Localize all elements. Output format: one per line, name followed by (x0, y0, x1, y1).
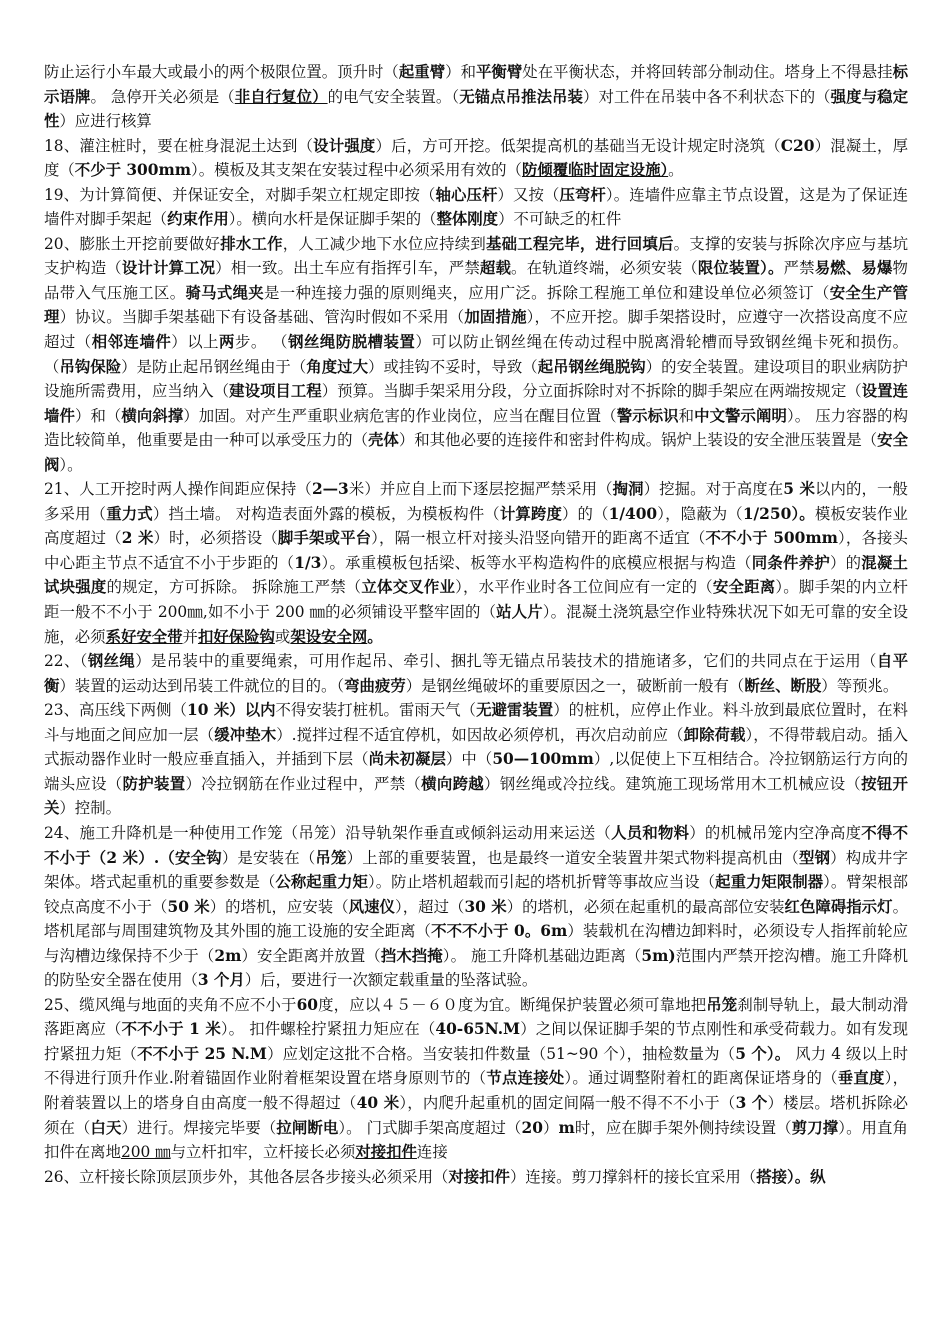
emphasis-text: 站人片 (496, 603, 543, 622)
body-text: ）等预兆。 (821, 676, 899, 695)
emphasis-text: 平衡臂 (476, 63, 523, 81)
emphasis-text: 红色障碍指示灯 (784, 897, 893, 916)
body-text: 度，应以４５－６０度为宜。断绳保护装置必须可靠地把 (318, 995, 707, 1014)
body-text: ）是吊装中的重要绳索，可用作起吊、牵引、捆扎等无锚点吊装技术的措施诸多，它们的共同点在于运用（ (135, 652, 877, 671)
emphasis-text: 横向斜撑 (121, 406, 184, 425)
body-text: ）是钢丝绳破坏的重要原因之一，破断前一般有（ (405, 676, 745, 695)
body-text: 与立杆扣牢，立杆接长必须 (170, 1143, 356, 1162)
body-text: ），附着装置以上的塔身自由高度一般不得超过（ (44, 1069, 908, 1112)
emphasis-text: 吊钩保险 (59, 357, 122, 376)
body-text: ）的机械吊笼内空净高度 (689, 823, 862, 842)
emphasis-text: 公称起重力矩 (275, 873, 368, 892)
body-text: ）可以防止钢丝绳在传动过程中脱离滑轮槽而导致钢丝绳卡死和损伤。 （ (44, 333, 908, 376)
emphasis-text: 不少于 300mm (74, 161, 192, 180)
body-text: ），不得带载启动。插入式振动器作业时一般应垂直插入，并插到下层（ (44, 725, 908, 769)
emphasis-text: 挡木挡掩 (380, 946, 443, 965)
emphasis-text: 两 (219, 333, 235, 352)
emphasis-text: 无锚点吊推法吊装 (459, 87, 584, 106)
body-text: ）不可缺乏的杠件 (498, 210, 622, 229)
body-text: ）是防止起吊钢丝绳由于（ (121, 357, 307, 376)
body-text: 26、立杆接长除顶层顶步外，其他各层各步接头必须采用（ (44, 1167, 449, 1186)
emphasis-text: 尚未初凝层 (368, 750, 446, 769)
emphasis-text: 易燃、易爆 (814, 259, 893, 278)
emphasis-text: 同条件养护 (751, 553, 830, 572)
paragraph (44, 1165, 908, 1190)
emphasis-text: 相邻连墙件 (91, 333, 172, 352)
body-text: ）之间以保证脚手架的节点刚性和承受荷载力。如有发现拧紧扭力矩（ (44, 1020, 908, 1063)
emphasis-text: 拉闸断电 (276, 1118, 339, 1137)
body-text: ）和（ (74, 406, 122, 425)
body-text: 物品带入气压施工区。 (44, 259, 908, 302)
emphasis-text: 强度与稳定性 (44, 87, 908, 131)
body-text: ）装置的运动达到吊装工件就位的目的。（ (59, 676, 345, 695)
emphasis-text: 重力式 (106, 504, 153, 523)
body-text: ，人工减少地下水位应持续到 (282, 234, 487, 253)
emphasis-text: 剪刀撑 (791, 1118, 839, 1137)
body-text: 风力 4 级以上时不得进行顶升作业.附着锚固作业附着框架设置在塔身原则节的（ (44, 1044, 908, 1088)
emphasis-text: 2 米 (121, 529, 154, 548)
emphasis-text: 排水工作 (220, 234, 283, 253)
paragraph (44, 232, 908, 477)
emphasis-text: 20 (521, 1118, 543, 1137)
emphasis-text: 吊笼 (706, 995, 738, 1014)
body-text: 不得安装打桩机。雷雨天气（ (275, 701, 477, 720)
body-text: ）协议。当脚手架基础下有设备基础、管沟时假如不采用（ (59, 308, 465, 327)
body-text: 的电气安全装置。（ (327, 87, 460, 106)
emphasis-text: 风速仪 (348, 897, 395, 916)
emphasis-text: 1/250）。 (742, 504, 815, 523)
body-text: 防止运行小车最大或最小的两个极限位置。顶升时（ (44, 63, 399, 81)
body-text: ），隐蔽为（ (657, 504, 743, 523)
body-text: 处在平衡状态，并将回转部分制动住。塔身上不得悬挂 (522, 63, 893, 81)
emphasis-text: 不不小于 1 米 (121, 1020, 221, 1039)
body-text: ），水平作业时各工位间应有一定的（ (455, 578, 713, 597)
body-text: 20、膨胀土开挖前要做好 (44, 234, 221, 253)
emphasis-text: 设置连墙件 (44, 382, 908, 425)
emphasis-text: 轴心压杆 (435, 185, 498, 204)
emphasis-text: 白天 (90, 1118, 122, 1137)
body-text: ）的 (829, 553, 862, 572)
body-text: 连接 (416, 1143, 448, 1162)
emphasis-text: 200 ㎜ (120, 1143, 171, 1162)
body-text: ）。脚手架的内立杆距一般不不小于 200㎜,如不小于 200 ㎜的必须铺设平整牢固的（ (44, 578, 908, 622)
body-text: ）.搅拌过程不适宜停机，如因故必须停机，再次启动前应（ (276, 725, 684, 744)
emphasis-text: 不得不不小于（2 米）.（安全钩 (44, 823, 908, 867)
body-text: ）。横向水杆是保证脚手架的（ (228, 210, 437, 229)
body-text: ）的（ (562, 504, 609, 523)
body-text: ）或挂钩不妥时，导致（ (368, 357, 538, 376)
body-text: ）。 压力容器的构造比较简单，他重要是由一种可以承受压力的（ (44, 406, 908, 450)
body-text: 范围内严禁开挖沟槽。施工升降机的防坠安全器在使用（ (44, 946, 908, 990)
body-text: ）。 扣件螺栓拧紧扭力矩应在（ (220, 1020, 436, 1039)
emphasis-text: 吊笼 (315, 848, 347, 867)
emphasis-text: 加固措施 (464, 308, 527, 327)
emphasis-text: 2m (214, 946, 242, 965)
emphasis-text: 不不不小于 0。6m (431, 922, 568, 941)
body-text: 米）并应自上而下逐层挖掘严禁采用（ (348, 480, 613, 499)
emphasis-text: 中文警示阐明 (694, 406, 787, 425)
body-text: ）连接。剪刀撑斜杆的接长宜采用（ (509, 1167, 757, 1186)
paragraph (44, 821, 908, 993)
emphasis-text: 钢丝绳防脱槽装置 (288, 333, 416, 352)
emphasis-text: 基础工程完毕，进行回填后 (486, 234, 674, 253)
body-text: 以内的，一般多采用（ (44, 480, 908, 523)
body-text: ）楼层。塔机拆除必须在（ (44, 1093, 908, 1137)
body-text: 21、人工开挖时两人操作间距应保持（ (44, 480, 312, 499)
emphasis-text: 骑马式绳夹 (185, 283, 265, 302)
body-text: 严禁 (783, 259, 815, 278)
body-text: ）。 (59, 455, 83, 474)
body-text: ），隔一根立杆对接头沿竖向错开的距离不适宜（ (371, 529, 706, 548)
emphasis-text: 立体交叉作业 (361, 578, 456, 597)
emphasis-text: 5 个）。 (735, 1044, 791, 1063)
emphasis-text: 40-65N.M (435, 1020, 521, 1039)
paragraph (44, 993, 908, 1165)
body-text: ）。连墙件应靠主节点设置，这是为了保证连墙件对脚手架起（ (44, 185, 908, 229)
emphasis-text: 掏洞 (612, 480, 644, 499)
body-text: ）后，要进行一次额定载重量的坠落试验。 (244, 971, 538, 990)
body-text: ）后，方可开挖。低架提高机的基础当无设计规定时浇筑（ (375, 136, 781, 155)
body-text: 和 (678, 406, 695, 425)
emphasis-text: 建设项目工程 (229, 382, 322, 401)
body-text: 。支撑的安装与拆除次序应与基坑支护构造（ (44, 234, 908, 278)
body-text: ）又按（ (497, 185, 560, 204)
emphasis-text: 对接扣件 (355, 1143, 417, 1162)
body-text: ），各接头中心距主节点不适宜不小于步距的（ (44, 529, 908, 572)
emphasis-text: 无避雷装置 (476, 701, 554, 720)
document-body (44, 60, 908, 1189)
emphasis-text: 50—100mm (492, 750, 594, 769)
body-text: ）进行。焊接完毕要（ (121, 1118, 277, 1137)
emphasis-text: 1/400 (608, 504, 658, 523)
body-text: ）的安全装置。建设项目的职业病防护设施所需费用，应当纳入（ (44, 357, 908, 401)
body-text: ）。臂架根部铰点高度不小于（ (44, 873, 908, 916)
emphasis-text: 安全阀 (44, 431, 908, 474)
emphasis-text: 不不小于 500mm (705, 529, 838, 548)
emphasis-text: 断丝、断股 (744, 676, 822, 695)
emphasis-text: 10 米）以内 (187, 701, 276, 720)
emphasis-text: C20 (780, 136, 815, 155)
emphasis-text: 50 米 (167, 897, 210, 916)
body-text: 模板安装作业高度超过（ (44, 504, 908, 548)
emphasis-text: 3 个月 (197, 971, 245, 990)
body-text: ）应进行核算 (59, 112, 152, 131)
paragraph (44, 60, 908, 134)
emphasis-text: 架设安全网 (290, 627, 368, 646)
emphasis-text: 脚手架或平台 (277, 529, 372, 548)
paragraph (44, 477, 908, 649)
body-text: ），超过（ (394, 897, 465, 916)
emphasis-text: 约束作用 (167, 210, 229, 229)
paragraph (44, 698, 908, 821)
emphasis-text: 系好安全带 (105, 627, 183, 646)
body-text: 。 急停开关必须是（ (90, 87, 235, 106)
emphasis-text: 5m) (641, 946, 676, 965)
body-text: ）控制。 (59, 799, 121, 818)
body-text: ）。承重模板包括梁、板等水平构造构件的底模应根据与构造（ (321, 553, 752, 572)
body-text: 并 (182, 627, 198, 646)
emphasis-text: 对接扣件 (448, 1167, 510, 1186)
body-text: 刹制导轨上，最大制动滑落距离应（ (44, 995, 908, 1039)
emphasis-text: 型钢 (798, 848, 831, 867)
body-text: ）。模板及其支架在安装过程中必须采用有效的（ (191, 161, 522, 180)
emphasis-text: 起重臂 (398, 63, 446, 81)
body-text: ），内爬升起重机的固定间隔一般不得不不小于（ (399, 1093, 736, 1112)
emphasis-text: 起重力矩限制器 (715, 873, 824, 892)
body-text: ）,以促使上下互相结合。冷拉钢筋运行方向的端头应设（ (44, 750, 908, 793)
body-text: ）中（ (445, 750, 493, 769)
emphasis-text: 人员和物料 (611, 823, 690, 842)
body-text: ）安全距离并放置（ (241, 946, 381, 965)
body-text: ）。 门式脚手架高度超过（ (338, 1118, 522, 1137)
emphasis-text: 设计强度 (313, 136, 376, 155)
emphasis-text: 弯曲疲劳 (344, 676, 406, 695)
body-text: 。 (668, 161, 684, 180)
body-text: ）钢丝绳或冷拉线。建筑施工现场常用木工机械应设（ (484, 774, 862, 793)
body-text: 步。 （ (234, 333, 289, 352)
emphasis-text: 限位装置）。 (697, 259, 784, 278)
body-text: 的规定，方可拆除。 拆除施工严禁（ (106, 578, 362, 597)
body-text: ）挡土墙。 对构造表面外露的模板，为模板构件（ (152, 504, 500, 523)
body-text: ）相一致。出土车应有指挥引车，严禁 (215, 259, 480, 278)
body-text: ）装载机在沟槽边卸料时，必须设专人指挥前轮应与沟槽边缘保持不少于（ (44, 922, 908, 965)
body-text: 是一种连接力强的原则绳夹，应用广泛。拆除工程施工单位和建设单位必须签订（ (264, 283, 830, 302)
emphasis-text: 压弯杆 (559, 185, 606, 204)
emphasis-text: 卸除荷载 (683, 725, 746, 744)
body-text: ）的桩机，应停止作业。料斗放到最底位置时，在料斗与地面之间应加一层（ (44, 701, 908, 744)
emphasis-text: 非自行复位） (234, 87, 328, 106)
body-text: ）。用直角扣件在离地 (44, 1118, 908, 1162)
body-text: ），不应开挖。脚手架搭设时，应遵守一次搭设高度不应超过（ (44, 308, 908, 352)
emphasis-text: ）。纵 (787, 1167, 826, 1186)
emphasis-text: 60 (296, 995, 319, 1014)
body-text: ）应划定这批不合格。当安装扣件数量（51~90 个），抽检数量为（ (266, 1044, 736, 1063)
emphasis-text: 2—3 (311, 480, 349, 499)
body-text: ）。通过调整附着杠的距离保证塔身的（ (564, 1069, 838, 1088)
body-text: 或 (274, 627, 291, 646)
emphasis-text: 缓冲垫木 (214, 725, 277, 744)
emphasis-text: 40 米 (356, 1093, 400, 1112)
emphasis-text: 5 米 (783, 480, 815, 499)
body-text: ）以上 (171, 333, 220, 352)
paragraph (44, 649, 908, 698)
emphasis-text: m (558, 1118, 575, 1137)
body-text: ）。混凝土浇筑悬空作业特殊状况下如无可靠的安全设施，必须 (44, 603, 908, 646)
emphasis-text: 节点连接处 (486, 1069, 565, 1088)
paragraph (44, 183, 908, 232)
body-text: 18、灌注桩时，要在桩身混泥土达到（ (44, 136, 314, 155)
body-text: ）上部的重要装置，也是最终一道安全装置井架式物料提高机由（ (346, 848, 799, 867)
emphasis-text: 钢丝绳 (87, 652, 136, 671)
body-text: ）和其他必要的连接件和密封件构成。锅炉上装设的安全泄压装置是（ (398, 431, 878, 450)
emphasis-text: 扣好保险钩 (197, 627, 275, 646)
emphasis-text: 防倾覆临时固定设施） (521, 161, 669, 180)
body-text: ）的塔机，必须在起重机的最高部位安装 (506, 897, 785, 916)
emphasis-text: 按钮开关 (44, 774, 908, 818)
body-text: 22、（ (44, 652, 88, 671)
body-text: ）混凝土，厚度（ (44, 136, 908, 180)
emphasis-text: 垂直度 (837, 1069, 885, 1088)
emphasis-text: 搭接 (756, 1167, 787, 1186)
emphasis-text: 1/3 (294, 553, 322, 572)
emphasis-text: 超载 (479, 259, 512, 278)
body-text: ）。防止塔机超载而引起的塔机折臂等事故应当设（ (368, 873, 716, 892)
body-text: 25、缆风绳与地面的夹角不应不小于 (44, 995, 297, 1014)
body-text: ）的塔机，应安装（ (209, 897, 349, 916)
emphasis-text: 设计计算工况 (121, 259, 216, 278)
body-text: 。在轨道终端，必须安装（ (511, 259, 698, 278)
emphasis-text: 计算跨度 (499, 504, 563, 523)
emphasis-text: 角度过大 (306, 357, 369, 376)
body-text: ）和 (445, 63, 476, 81)
emphasis-text: 混凝土试块强度 (44, 553, 908, 597)
emphasis-text: 安全生产管理 (44, 283, 908, 327)
emphasis-text: 整体刚度 (436, 210, 499, 229)
paragraph (44, 134, 908, 183)
emphasis-text: 自平衡 (44, 652, 908, 695)
body-text: ）加固。对产生严重职业病危害的作业岗位，应当在醒目位置（ (183, 406, 617, 425)
emphasis-text: 壳体 (368, 431, 399, 450)
body-text: ）构成井字架体。塔式起重机的重要参数是（ (44, 848, 908, 892)
body-text: 时，应在脚手架外侧持续设置（ (574, 1118, 792, 1137)
emphasis-text: 。 (367, 627, 383, 646)
body-text: ）是安装在（ (221, 848, 316, 867)
emphasis-text: 30 米 (464, 897, 507, 916)
emphasis-text: 不不小于 25 N.M (137, 1044, 267, 1063)
emphasis-text: 横向跨越 (421, 774, 484, 793)
body-text: ） (542, 1118, 559, 1137)
emphasis-text: 警示标识 (616, 406, 679, 425)
emphasis-text: 3 个 (735, 1093, 768, 1112)
emphasis-text: 防护装置 (122, 774, 186, 793)
body-text: ）挖掘。对于高度在 (643, 480, 784, 499)
body-text: ）时，必须搭设（ (153, 529, 278, 548)
body-text: 24、施工升降机是一种使用工作笼（吊笼）沿导轨架作垂直或倾斜运动用来运送（ (44, 823, 612, 842)
emphasis-text: 标示语牌 (44, 63, 908, 106)
body-text: ）对工件在吊装中各不利状态下的（ (583, 87, 831, 106)
body-text: ）。 施工升降机基础边距离（ (442, 946, 642, 965)
body-text: 23、高压线下两侧（ (44, 701, 188, 720)
body-text: 。塔机尾部与周围建筑物及其外围的施工设施的安全距离（ (44, 897, 908, 941)
emphasis-text: 起吊钢丝绳脱钩 (537, 357, 646, 376)
body-text: ）冷拉钢筋在作业过程中，严禁（ (185, 774, 422, 793)
body-text: ）预算。当脚手架采用分段，分立面拆除时对不拆除的脚手架应在两端按规定（ (321, 382, 862, 401)
emphasis-text: 安全距离 (712, 578, 776, 597)
body-text: 19、为计算简便、并保证安全，对脚手架立杠规定即按（ (44, 185, 436, 204)
